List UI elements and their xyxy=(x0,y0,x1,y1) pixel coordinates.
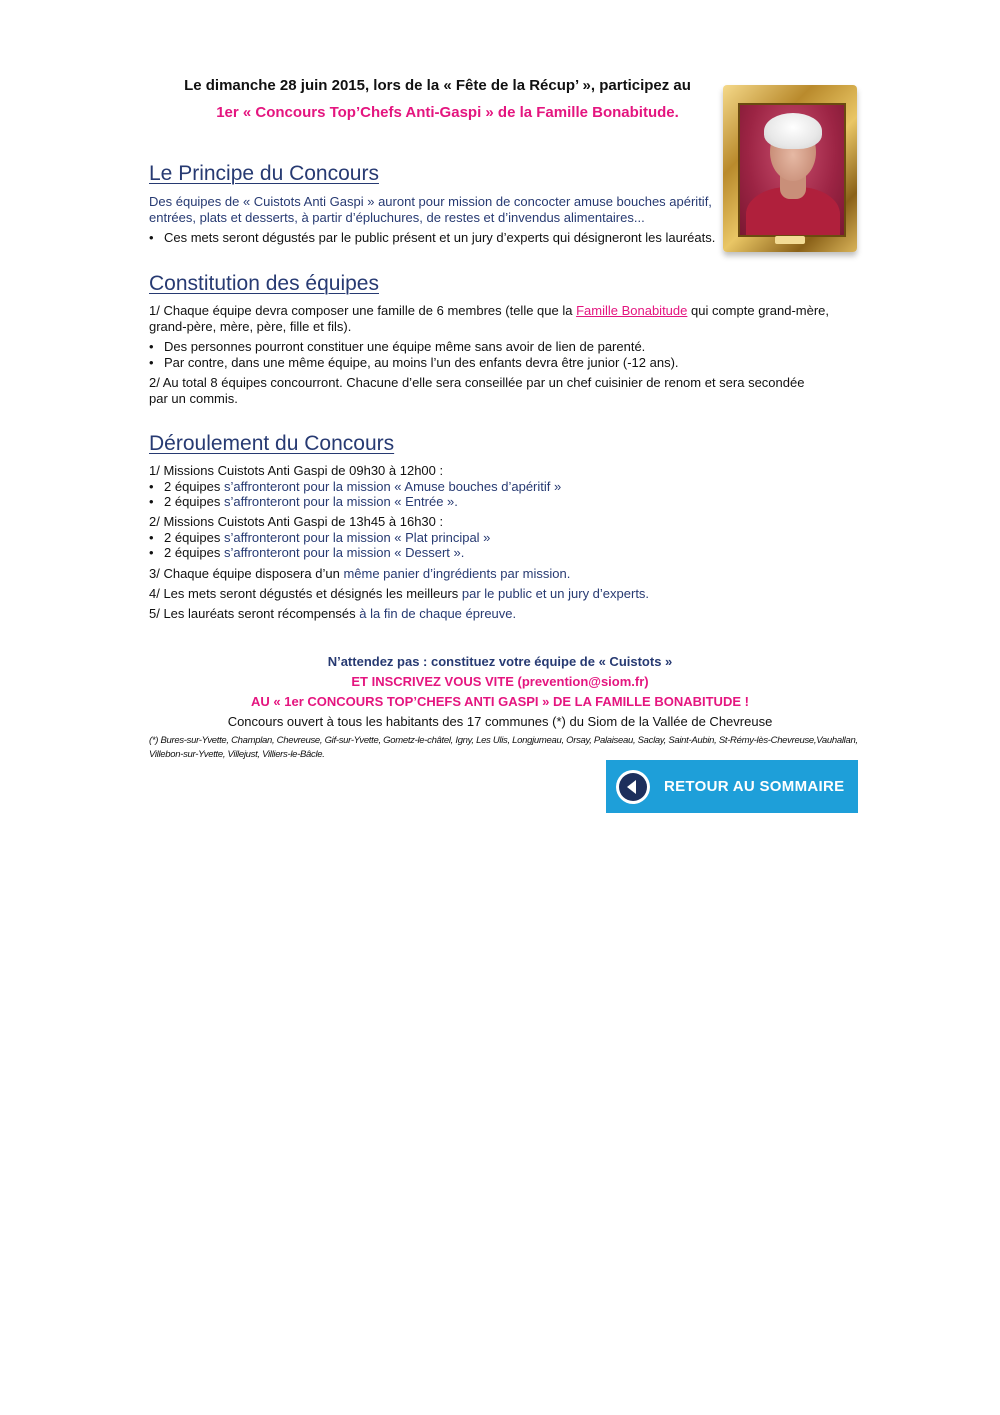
cta-line-4: Concours ouvert à tous les habitants des 17 communes (*) du Siom de la Vallée de Chevreuse xyxy=(227,714,773,729)
heading-constitution: Constitution des équipes xyxy=(149,272,379,295)
famille-bonabitude-link[interactable]: Famille Bonabitude xyxy=(576,303,688,318)
list-item: • 2 équipes s’affronteront pour la mission « Dessert ». xyxy=(149,545,465,560)
cta-line-1: N’attendez pas : constituez votre équipe de « Cuistots » xyxy=(327,654,673,669)
principe-paragraph: Des équipes de « Cuistots Anti Gaspi » auront pour mission de concocter amuse bouches apéritif, entrées, plats et desserts, à partir d’épluchures, de restes et d’invendus alimentaires... xyxy=(149,194,712,225)
constitution-paragraph-2: 2/ Au total 8 équipes concourront. Chacune d’elle sera conseillée par un chef cuisinier de renom et sera secondée par un commis. xyxy=(149,375,805,406)
intro-line-1: Le dimanche 28 juin 2015, lors de la « Fête de la Récup’ », participez au xyxy=(184,77,691,94)
list-item: • Ces mets seront dégustés par le public présent et un jury d’experts qui désigneront les lauréats. xyxy=(149,230,716,245)
cta-line-3: AU « 1er CONCOURS TOP’CHEFS ANTI GASPI » DE LA FAMILLE BONABITUDE ! xyxy=(251,694,749,709)
mission-2-title: 2/ Missions Cuistots Anti Gaspi de 13h45 à 16h30 : xyxy=(149,514,444,529)
mission-1-title: 1/ Missions Cuistots Anti Gaspi de 09h30 à 12h00 : xyxy=(149,463,444,478)
list-item: • Par contre, dans une même équipe, au moins l’un des enfants devra être junior (-12 ans). xyxy=(149,355,679,370)
back-to-summary-button[interactable] xyxy=(606,760,858,813)
list-item: • Des personnes pourront constituer une équipe même sans avoir de lien de parenté. xyxy=(149,339,646,354)
back-to-summary-label: RETOUR AU SOMMAIRE xyxy=(664,778,845,795)
list-item: • 2 équipes s’affronteront pour la mission « Plat principal » xyxy=(149,530,491,545)
grandmother-portrait xyxy=(738,103,846,237)
cta-line-2: ET INSCRIVEZ VOUS VITE (prevention@siom.fr) xyxy=(351,674,649,689)
heading-deroulement: Déroulement du Concours xyxy=(149,432,395,455)
portrait-frame xyxy=(723,85,857,252)
deroulement-point-3: 3/ Chaque équipe disposera d’un même panier d’ingrédients par mission. xyxy=(149,566,571,581)
list-item: • 2 équipes s’affronteront pour la mission « Amuse bouches d’apéritif » xyxy=(149,479,562,494)
deroulement-point-4: 4/ Les mets seront dégustés et désignés les meilleurs par le public et un jury d’experts. xyxy=(149,586,650,601)
constitution-paragraph-1: 1/ Chaque équipe devra composer une famille de 6 membres (telle que la Famille Bonabitude qui compte grand-mère, grand-père, mère, père, fille et fils). xyxy=(149,303,829,334)
list-item: • 2 équipes s’affronteront pour la mission « Entrée ». xyxy=(149,494,458,509)
deroulement-point-5: 5/ Les lauréats seront récompensés à la fin de chaque épreuve. xyxy=(149,606,517,621)
communes-footnote: (*) Bures-sur-Yvette, Champlan, Chevreuse, Gif-sur-Yvette, Gometz-le-châtel, Igny, Les Ulis, Longjumeau, Orsay, Palaiseau, Saclay, Saint-Aubin, St-Rémy-lès-Chevreuse,Vauhallan, Villebon-sur-Yvette, Villejust, Villiers-le-Bâcle. xyxy=(149,735,858,760)
heading-principe: Le Principe du Concours xyxy=(149,162,379,185)
back-arrow-icon xyxy=(616,770,650,804)
intro-line-2: 1er « Concours Top’Chefs Anti-Gaspi » de la Famille Bonabitude. xyxy=(216,104,679,121)
